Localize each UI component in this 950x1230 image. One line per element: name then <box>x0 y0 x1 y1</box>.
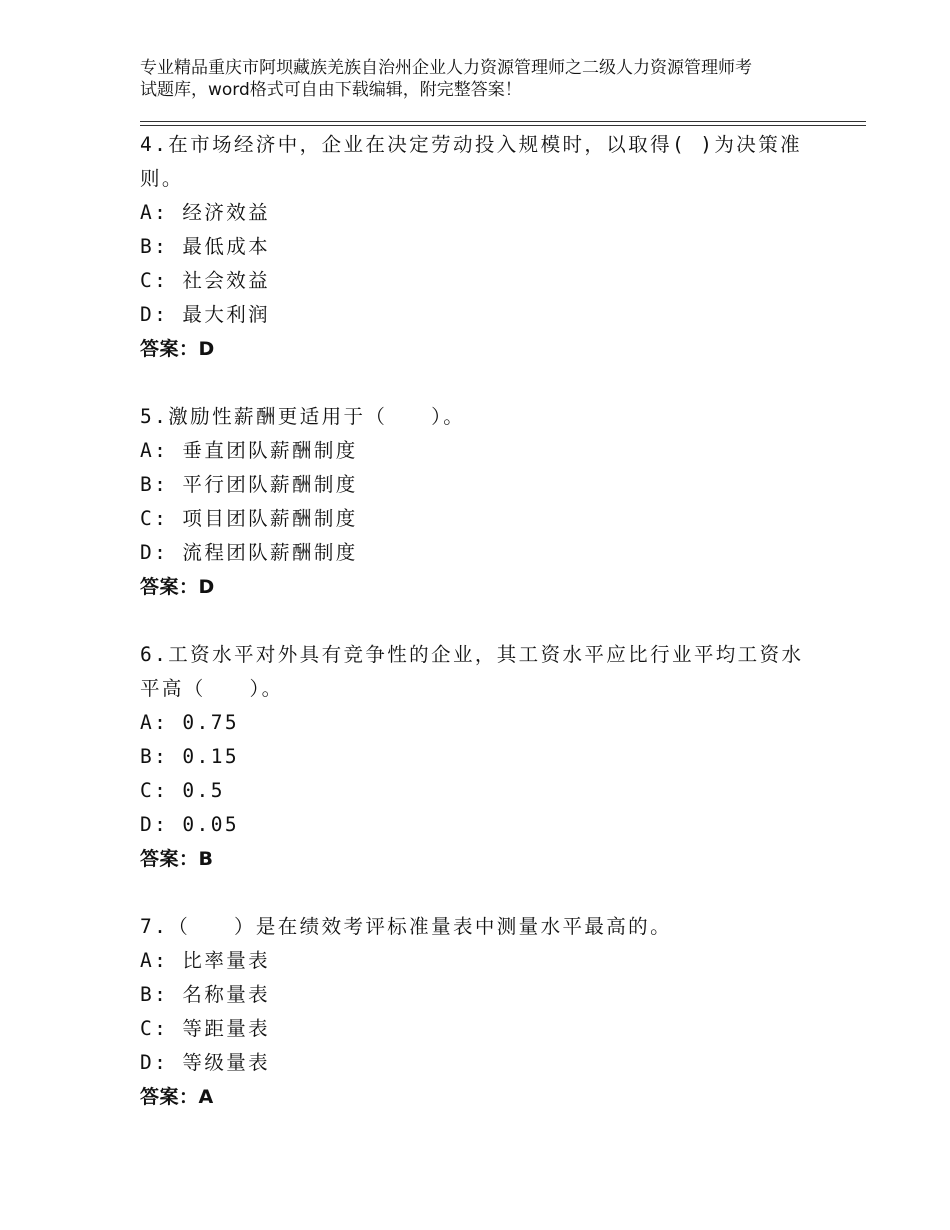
answer: 答案：B <box>140 848 214 870</box>
option-b: B: 平行团队薪酬制度 <box>140 473 358 496</box>
answer: 答案：D <box>140 576 215 598</box>
option-b: B: 0.15 <box>140 745 239 768</box>
page-header <box>140 57 860 101</box>
option-a: A: 0.75 <box>140 711 239 734</box>
question-stem-line-1: 4.在市场经济中，企业在决定劳动投入规模时，以取得( )为决策准 <box>140 133 803 156</box>
option-a: A: 垂直团队薪酬制度 <box>140 439 358 462</box>
option-b: B: 最低成本 <box>140 235 271 258</box>
option-c: C: 0.5 <box>140 779 225 802</box>
answer: 答案：A <box>140 1086 214 1108</box>
question-list <box>140 128 820 1148</box>
option-d: D: 等级量表 <box>140 1051 271 1074</box>
option-d: D: 0.05 <box>140 813 239 836</box>
option-c: C: 社会效益 <box>140 269 271 292</box>
header-line-2: 试题库，word格式可自由下载编辑，附完整答案！ <box>140 80 522 100</box>
question-stem <box>140 128 820 196</box>
question-stem-line-2: 平高（ ）。 <box>140 677 284 700</box>
question-stem <box>140 400 820 434</box>
option-b: B: 名称量表 <box>140 983 271 1006</box>
option-c: C: 项目团队薪酬制度 <box>140 507 358 530</box>
question-stem-line-1: 6.工资水平对外具有竞争性的企业，其工资水平应比行业平均工资水 <box>140 643 804 666</box>
question-stem-line-1: 5.激励性薪酬更适用于（ ）。 <box>140 405 466 428</box>
question-5 <box>140 400 820 604</box>
header-divider <box>140 121 866 126</box>
option-a: A: 比率量表 <box>140 949 271 972</box>
question-stem-line-1: 7.（ ）是在绩效考评标准量表中测量水平最高的。 <box>140 915 672 938</box>
question-4 <box>140 128 820 366</box>
question-stem-line-2: 则。 <box>140 167 184 190</box>
question-stem <box>140 910 820 944</box>
option-c: C: 等距量表 <box>140 1017 271 1040</box>
answer: 答案：D <box>140 338 215 360</box>
header-line-1: 专业精品重庆市阿坝藏族羌族自治州企业人力资源管理师之二级人力资源管理师考 <box>140 58 752 78</box>
option-a: A: 经济效益 <box>140 201 271 224</box>
question-6 <box>140 638 820 876</box>
question-7 <box>140 910 820 1114</box>
option-d: D: 流程团队薪酬制度 <box>140 541 358 564</box>
option-d: D: 最大利润 <box>140 303 271 326</box>
question-stem <box>140 638 820 706</box>
